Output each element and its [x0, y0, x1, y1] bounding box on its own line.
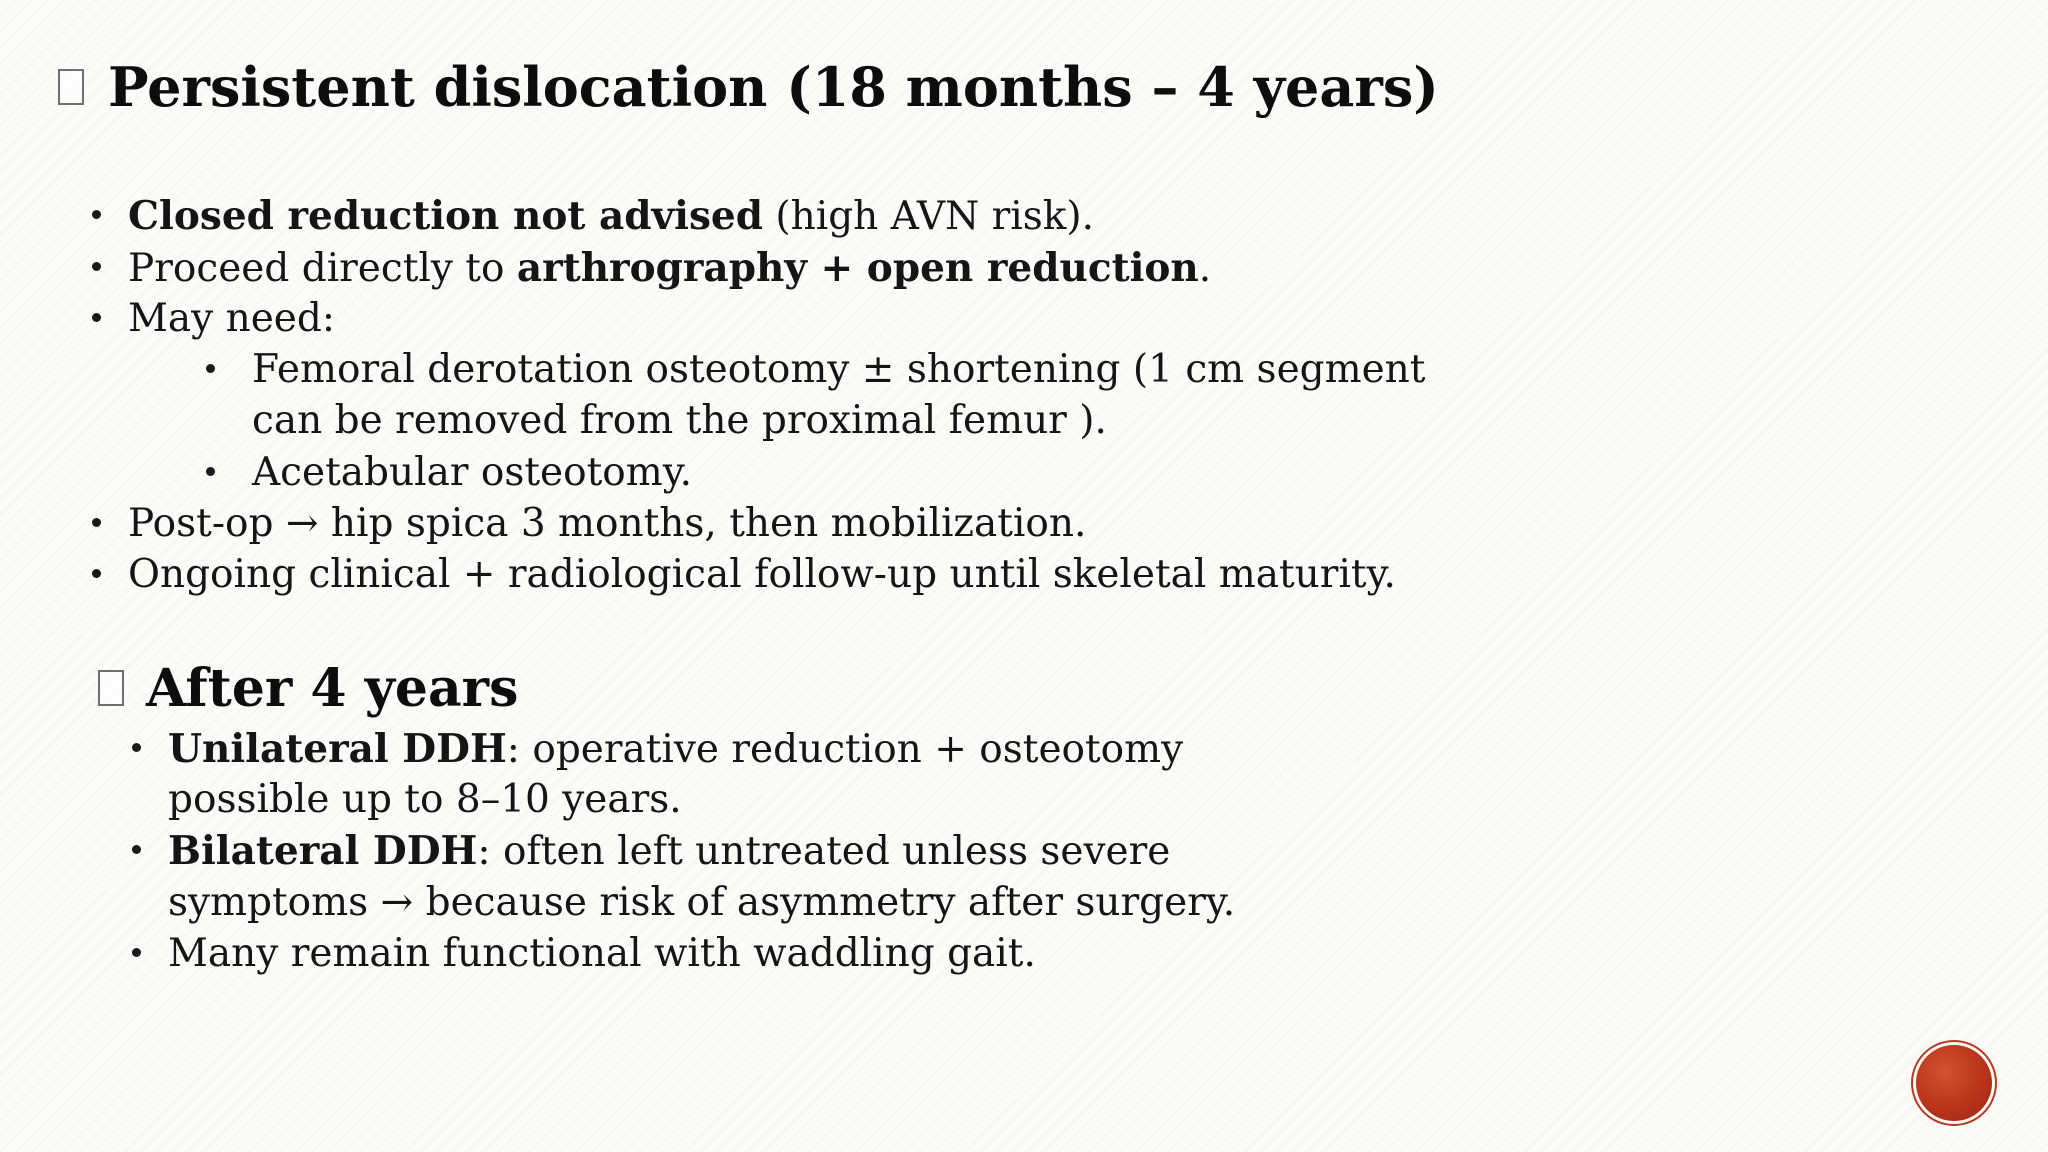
section-1-heading	[58, 50, 1439, 124]
checkbox-square-icon	[98, 670, 124, 706]
bullet-text: .	[1198, 246, 1212, 291]
bullet-text: : operative reduction + osteotomy	[506, 727, 1184, 772]
sub-bullet-text: Femoral derotation osteotomy ± shortening (1 cm segment	[252, 347, 1426, 392]
decorative-circle-icon	[1916, 1045, 1992, 1121]
bullet-text: Many remain functional with waddling gait.	[168, 931, 1036, 976]
bullet-dot-icon	[206, 344, 220, 396]
bullet-text: Proceed directly to	[128, 246, 517, 291]
bullet-text: possible up to 8–10 years.	[168, 777, 682, 822]
bullet-text: : often left untreated unless severe	[477, 829, 1171, 874]
bullet-dot-icon	[92, 242, 106, 294]
bullet-bold-text: Unilateral DDH	[168, 726, 507, 772]
section-2-title: After 4 years	[146, 657, 519, 719]
bullet-dot-icon	[92, 549, 106, 601]
bullet-continuation	[168, 877, 1235, 929]
bullet-bold-text: arthrography + open reduction	[516, 245, 1199, 291]
bullet-continuation	[168, 774, 682, 826]
bullet-dot-icon	[132, 928, 146, 980]
sub-bullet-text: Acetabular osteotomy.	[252, 450, 692, 495]
bullet-text: (high AVN risk).	[763, 194, 1094, 239]
bullet-bold-text: Bilateral DDH	[168, 828, 478, 874]
bullet-dot-icon	[132, 723, 146, 775]
bullet-text: Ongoing clinical + radiological follow-up until skeletal maturity.	[128, 552, 1396, 597]
sub-bullet-continuation	[252, 395, 1107, 447]
bullet-text: symptoms → because risk of asymmetry after surgery.	[168, 880, 1236, 925]
bullet-text: Post-op → hip spica 3 months, then mobilization.	[128, 501, 1087, 546]
section-2-heading	[98, 652, 518, 724]
section-1-title: Persistent dislocation (18 months – 4 years)	[108, 55, 1439, 119]
bullet-text: May need:	[128, 296, 335, 341]
checkbox-square-icon	[58, 69, 84, 105]
bullet-dot-icon	[92, 293, 106, 345]
bullet-dot-icon	[206, 447, 220, 499]
bullet-bold-text: Closed reduction not advised	[128, 193, 764, 239]
bullet-dot-icon	[92, 498, 106, 550]
bullet-dot-icon	[132, 825, 146, 877]
bullet-dot-icon	[92, 190, 106, 242]
sub-bullet-text: can be removed from the proximal femur ).	[252, 398, 1107, 443]
